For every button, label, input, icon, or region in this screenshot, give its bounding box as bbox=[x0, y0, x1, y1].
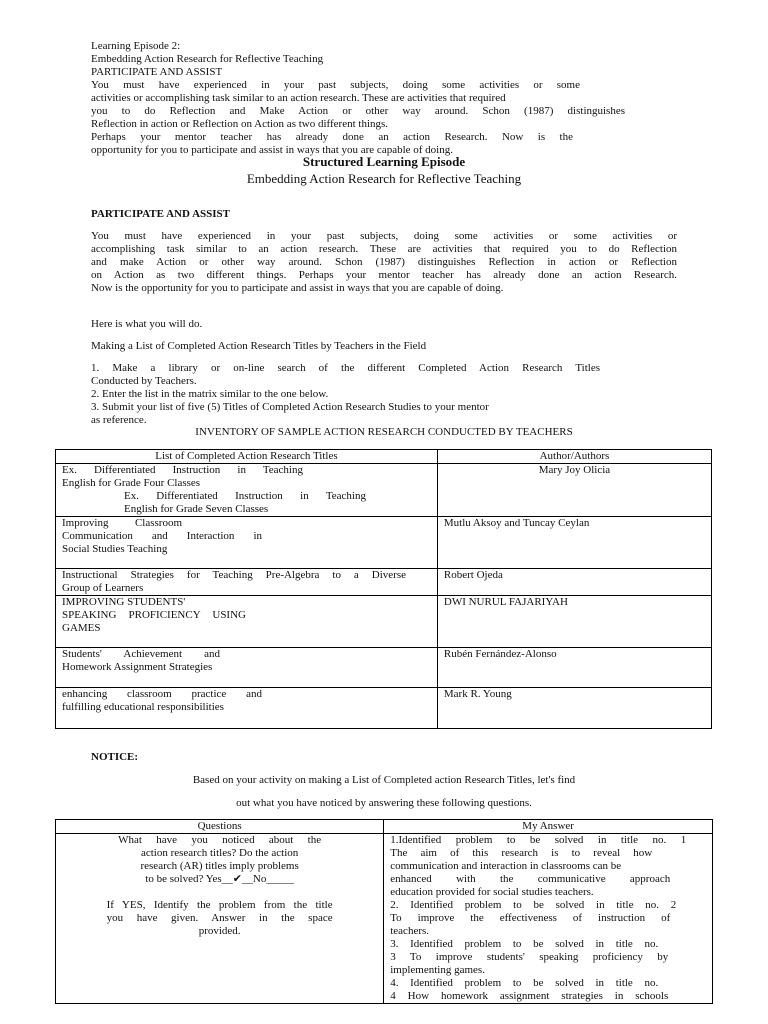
answer-line: education provided for social studies teachers. bbox=[390, 886, 594, 898]
title-line: Ex. Differentiated Instruction in Teaching bbox=[124, 490, 366, 502]
answer-line: implementing games. bbox=[390, 964, 485, 976]
question-line: you have given. Answer in the space bbox=[106, 912, 333, 924]
question-line: research (AR) titles imply problems bbox=[140, 860, 299, 872]
title-cell bbox=[56, 569, 438, 596]
header-line-8: Perhaps your mentor teacher has already done an action Research. Now is the bbox=[91, 131, 573, 143]
body-line-5: Now is the opportunity for you to participate and assist in ways that you are capable of doing. bbox=[91, 282, 504, 294]
table-row bbox=[56, 688, 712, 729]
header-line-2: Embedding Action Research for Reflective Teaching bbox=[91, 53, 324, 65]
column-header-my-answer: My Answer bbox=[384, 820, 713, 834]
answer-line: 1.Identified problem to be solved in title no. 1 bbox=[390, 834, 687, 846]
page-title: Structured Learning Episode bbox=[302, 154, 466, 169]
table-row bbox=[56, 517, 712, 569]
notice-line-2: out what you have noticed by answering these following questions. bbox=[236, 797, 532, 809]
section-heading: PARTICIPATE AND ASSIST bbox=[91, 208, 230, 220]
inventory-title: INVENTORY OF SAMPLE ACTION RESEARCH CONDUCTED BY TEACHERS bbox=[195, 426, 573, 438]
body-line-2: accomplishing task similar to an action research. These are activities that required you to do Reflection bbox=[91, 243, 677, 255]
step-line-4: 3. Submit your list of five (5) Titles of Completed Action Research Studies to your mentor bbox=[91, 401, 489, 413]
answer-line: To improve the effectiveness of instruction of bbox=[390, 912, 671, 924]
title-line: GAMES bbox=[62, 622, 101, 634]
intro-text: Here is what you will do. bbox=[91, 318, 203, 330]
question-line: If YES, Identify the problem from the title bbox=[106, 899, 333, 911]
page-subtitle: Embedding Action Research for Reflective Teaching bbox=[246, 171, 522, 186]
header-line-3: PARTICIPATE AND ASSIST bbox=[91, 66, 223, 78]
header-line-9: opportunity for you to participate and assist in ways that you are capable of doing. bbox=[91, 144, 453, 156]
qa-row bbox=[56, 834, 713, 1004]
answer-line: 4. Identified problem to be solved in title no. bbox=[390, 977, 659, 989]
title-cell bbox=[56, 517, 438, 569]
inventory-table bbox=[55, 449, 712, 729]
title-line: Homework Assignment Strategies bbox=[62, 661, 213, 673]
column-header-questions: Questions bbox=[56, 820, 384, 834]
question-spacer bbox=[76, 886, 363, 899]
title-line: Students' Achievement and bbox=[62, 648, 220, 660]
author-cell: Mary Joy Olicia bbox=[437, 464, 711, 517]
title-line: Communication and Interaction in bbox=[62, 530, 262, 542]
question-cell bbox=[56, 834, 384, 1004]
answer-line: communication and interaction in classrooms can be bbox=[390, 860, 622, 872]
inventory-header-row bbox=[56, 450, 712, 464]
title-cell bbox=[56, 464, 438, 517]
step-line-1: 1. Make a library or on-line search of the different Completed Action Research Titles bbox=[91, 362, 600, 374]
table-row bbox=[56, 648, 712, 688]
answer-line: 4 How homework assignment strategies in schools bbox=[390, 990, 669, 1002]
question-line: to be solved? Yes__✔__No_____ bbox=[145, 873, 294, 885]
header-line-4: You must have experienced in your past subjects, doing some activities or some bbox=[91, 79, 580, 91]
task-heading: Making a List of Completed Action Research Titles by Teachers in the Field bbox=[91, 340, 427, 352]
answer-line: teachers. bbox=[390, 925, 430, 937]
answer-line: enhanced with the communicative approach bbox=[390, 873, 671, 885]
title-line: English for Grade Four Classes bbox=[62, 477, 201, 489]
table-row bbox=[56, 596, 712, 648]
author-cell: Mutlu Aksoy and Tuncay Ceylan bbox=[437, 517, 711, 569]
author-cell: Robert Ojeda bbox=[437, 569, 711, 596]
column-header-titles: List of Completed Action Research Titles bbox=[56, 450, 438, 464]
title-line: fulfilling educational responsibilities bbox=[62, 701, 224, 713]
answer-line: 3 To improve students' speaking proficiency by bbox=[390, 951, 669, 963]
author-cell: DWI NURUL FAJARIYAH bbox=[437, 596, 711, 648]
question-line: provided. bbox=[198, 925, 241, 937]
title-line: Improving Classroom bbox=[62, 517, 182, 529]
title-line: IMPROVING STUDENTS' bbox=[62, 596, 186, 608]
question-line: action research titles? Do the action bbox=[140, 847, 299, 859]
table-row bbox=[56, 464, 712, 517]
question-line: What have you noticed about the bbox=[118, 834, 322, 846]
body-line-3: and make Action or other way around. Schon (1987) distinguishes Reflection in action or Reflection bbox=[91, 256, 677, 268]
step-line-5: as reference. bbox=[91, 414, 147, 426]
header-line-1: Learning Episode 2: bbox=[91, 40, 181, 52]
header-line-6: you to do Reflection and Make Action or other way around. Schon (1987) distinguishes bbox=[91, 105, 625, 117]
author-cell: Mark R. Young bbox=[437, 688, 711, 729]
answer-line: 3. Identified problem to be solved in title no. bbox=[390, 938, 659, 950]
title-cell bbox=[56, 688, 438, 729]
qa-header-row bbox=[56, 820, 713, 834]
body-line-4: on Action as two different things. Perhaps your mentor teacher has already done an action Research. bbox=[91, 269, 677, 281]
header-line-5: activities or accomplishing task similar to an action research. These are activities that required bbox=[91, 92, 506, 104]
title-cell bbox=[56, 596, 438, 648]
step-line-2: Conducted by Teachers. bbox=[91, 375, 197, 387]
notice-heading: NOTICE: bbox=[91, 751, 139, 763]
title-line: Instructional Strategies for Teaching Pre-Algebra to a Diverse bbox=[62, 569, 406, 581]
title-line: Social Studies Teaching bbox=[62, 543, 168, 555]
header-line-7: Reflection in action or Reflection on Action as two different things. bbox=[91, 118, 389, 130]
column-header-authors: Author/Authors bbox=[437, 450, 711, 464]
table-row bbox=[56, 569, 712, 596]
title-line: Group of Learners bbox=[62, 582, 144, 594]
title-line: English for Grade Seven Classes bbox=[124, 503, 269, 515]
title-line: Ex. Differentiated Instruction in Teaching bbox=[62, 464, 303, 476]
answer-cell bbox=[384, 834, 713, 1004]
qa-table bbox=[55, 819, 713, 1004]
title-cell bbox=[56, 648, 438, 688]
answer-line: 2. Identified problem to be solved in title no. 2 bbox=[390, 899, 677, 911]
answer-line: The aim of this research is to reveal how bbox=[390, 847, 653, 859]
notice-line-1: Based on your activity on making a List of Completed action Research Titles, let's find bbox=[192, 774, 576, 786]
title-line: SPEAKING PROFICIENCY USING bbox=[62, 609, 246, 621]
body-line-1: You must have experienced in your past subjects, doing some activities or some activities or bbox=[91, 230, 677, 242]
step-line-3: 2. Enter the list in the matrix similar to the one below. bbox=[91, 388, 329, 400]
title-line: enhancing classroom practice and bbox=[62, 688, 262, 700]
author-cell: Rubén Fernández-Alonso bbox=[437, 648, 711, 688]
